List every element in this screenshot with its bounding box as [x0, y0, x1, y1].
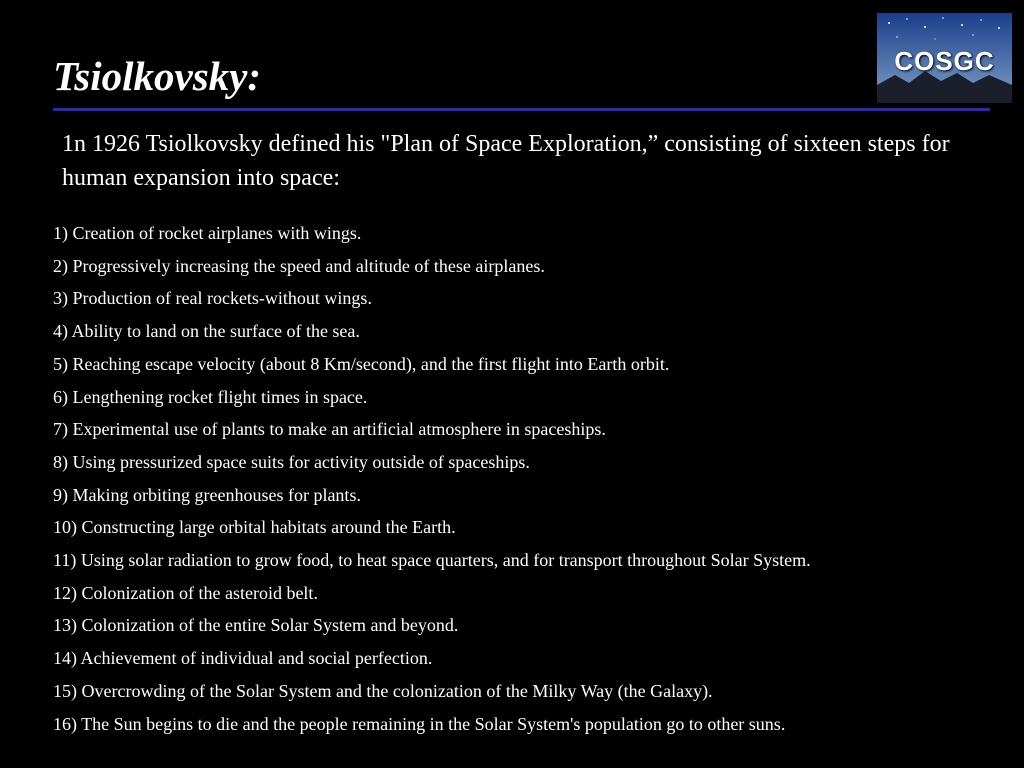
list-item: 16) The Sun begins to die and the people remaining in the Solar System's population go to other suns.	[53, 713, 786, 734]
list-item: 3) Production of real rockets-without wings.	[53, 288, 372, 309]
list-item: 14) Achievement of individual and social perfection.	[53, 648, 433, 669]
list-item: 15) Overcrowding of the Solar System and the colonization of the Milky Way (the Galaxy).	[53, 680, 713, 701]
list-item: 8) Using pressurized space suits for activity outside of spaceships.	[53, 451, 530, 472]
list-item: 10) Constructing large orbital habitats around the Earth.	[53, 517, 456, 538]
list-item: 6) Lengthening rocket flight times in space.	[53, 386, 368, 407]
list-item: 1) Creation of rocket airplanes with wings.	[53, 223, 362, 243]
list-item: 7) Experimental use of plants to make an artificial atmosphere in spaceships.	[53, 419, 606, 440]
steps-list	[53, 217, 811, 740]
logo-text: COSGC	[894, 46, 995, 76]
list-item: 11) Using solar radiation to grow food, to heat space quarters, and for transport throughout Solar System.	[53, 550, 811, 571]
slide-title: Tsiolkovsky:	[53, 53, 262, 99]
list-item: 13) Colonization of the entire Solar System and beyond.	[53, 615, 459, 636]
list-item: 5) Reaching escape velocity (about 8 Km/second), and the first flight into Earth orbit.	[53, 353, 670, 374]
list-item: 4) Ability to land on the surface of the sea.	[53, 321, 360, 342]
list-item: 2) Progressively increasing the speed and altitude of these airplanes.	[53, 255, 545, 276]
list-item: 9) Making orbiting greenhouses for plants.	[53, 484, 361, 505]
list-item: 12) Colonization of the asteroid belt.	[53, 582, 318, 603]
intro-paragraph: 1n 1926 Tsiolkovsky defined his "Plan of Space Exploration,” consisting of sixteen steps for human expansion into space:	[62, 131, 950, 191]
cosgc-logo	[877, 13, 1012, 103]
title-underline	[53, 108, 990, 111]
